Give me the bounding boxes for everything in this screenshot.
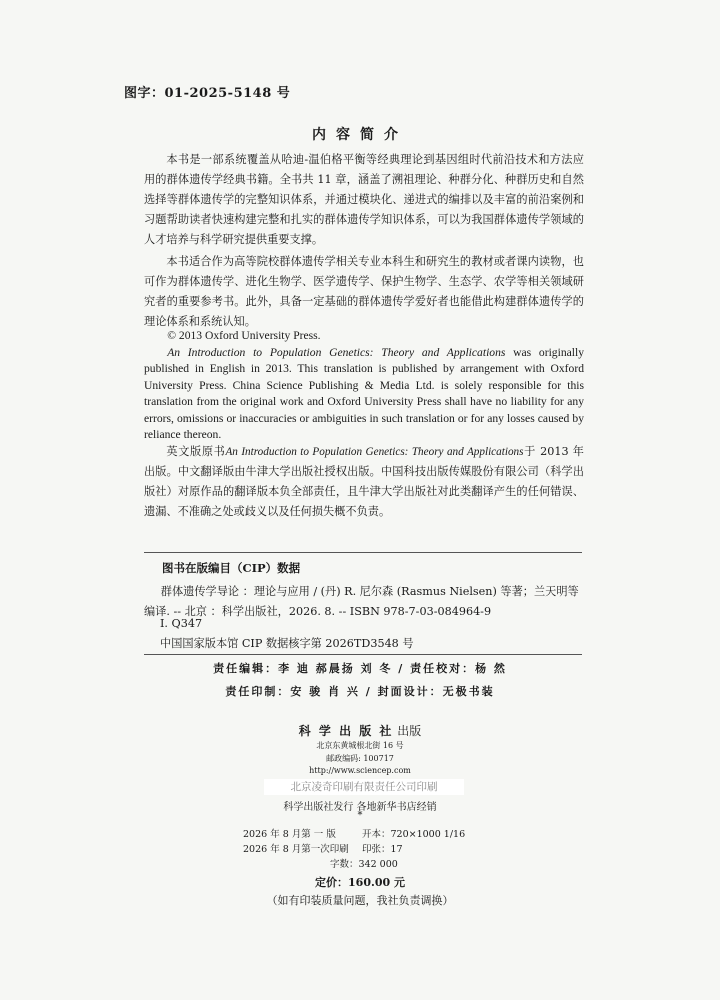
- english-notice: [144, 345, 584, 444]
- quality-notice: （如有印装质量问题，我社负责调换）: [266, 894, 454, 907]
- english-notice-text: was originally published in English in 2013. This translation is published by arrangement with Oxford University Press. China Science Publishing & Media Ltd. is solely responsible for this translation from the original work and Oxford University Press shall have no liability for any errors, omissions or inaccuracies or ambiguities in such translation or for any losses caused by reliance thereon.: [144, 345, 584, 441]
- word-count: 字数：342 000: [330, 859, 398, 870]
- format-spec: 开本：720×1000 1/16: [362, 829, 466, 840]
- publisher-url: http://www.sciencep.com: [309, 766, 411, 775]
- print-date: 2026 年 8 月第一次印刷: [243, 844, 349, 855]
- publisher-address: 北京东黄城根北街 16 号: [316, 741, 404, 750]
- sheets-spec: 印张：17: [362, 844, 403, 855]
- credits-editors: 责任编辑：李 迪 郝晨扬 刘 冬 / 责任校对：杨 然: [213, 662, 507, 675]
- cip-classification: Ⅰ. Q347: [160, 617, 203, 630]
- chinese-notice: [144, 442, 584, 522]
- copyright-block: [144, 328, 584, 444]
- chinese-notice-prefix: 英文版原书: [166, 445, 226, 458]
- summary-paragraph-1: 本书是一部系统覆盖从哈迪-温伯格平衡等经典理论到基因组时代前沿技术和方法应用的群体遗传学经典书籍。全书共 11 章，涵盖了溯祖理论、种群分化、种群历史和自然选择等群体遗传学的完整知识体系，并通过模块化、递进式的编排以及丰富的前沿案例和习题帮助读者快速构建完整和扎实的群体遗传学知识体系，可以为我国群体遗传学领域的人才培养与科学研究提供重要支撑。: [144, 153, 584, 246]
- publisher-line: [0, 722, 720, 739]
- publisher-suffix: 出版: [393, 724, 422, 738]
- chinese-notice-text: 于 2013 年出版。中文翻译版由牛津大学出版社授权出版。中国科技出版传媒股份有限公司（科学出版社）对原作品的翻译版本负全部责任，且牛津大学出版社对此类翻译产生的任何错误、遗漏、不准确之处或歧义以及任何损失概不负责。: [144, 445, 584, 518]
- cip-entry: 群体遗传学导论 ：理论与应用 / (丹) R. 尼尔森 (Rasmus Nielsen) 等著；兰天明等编译. -- 北京 ：科学出版社，2026. 8. -- ISBN 978-7-03-084964-9: [144, 585, 579, 618]
- star-separator: *: [357, 810, 363, 821]
- summary-paragraph-2: 本书适合作为高等院校群体遗传学相关专业本科生和研究生的教材或者课内读物，也可作为群体遗传学、进化生物学、医学遗传学、保护生物学、生态学、农学等相关领域研究者的重要参考书。此外，具备一定基础的群体遗传学爱好者也能借此构建群体遗传学的理论体系和系统认知。: [144, 255, 584, 328]
- publisher-name: 科 学 出 版 社: [298, 724, 394, 738]
- copyright-line: © 2013 Oxford University Press.: [167, 329, 321, 342]
- distribution-line: 科学出版社发行 各地新华书店经销: [283, 802, 437, 813]
- cip-bottom-rule: [144, 654, 582, 655]
- registration-number: 图字：01-2025-5148 号: [124, 86, 291, 101]
- price: 定价：160.00 元: [315, 876, 405, 889]
- cip-number: 中国国家版本馆 CIP 数据核字第 2026TD3548 号: [160, 637, 414, 650]
- credits-production: 责任印制：安 骏 肖 兴 / 封面设计：无极书装: [225, 685, 495, 698]
- summary-title: 内容简介: [312, 127, 408, 143]
- cip-top-rule: [144, 552, 582, 553]
- cip-title: 图书在版编目（CIP）数据: [162, 561, 301, 575]
- edition-date: 2026 年 8 月第 一 版: [243, 829, 336, 840]
- book-title: An Introduction to Population Genetics: Theory and Applications: [167, 345, 506, 359]
- book-title-cn-notice: An Introduction to Population Genetics: Theory and Applications: [225, 446, 524, 458]
- publisher-postcode: 邮政编码: 100717: [326, 754, 394, 763]
- printer-line: 北京凌奇印刷有限责任公司印刷: [264, 779, 464, 795]
